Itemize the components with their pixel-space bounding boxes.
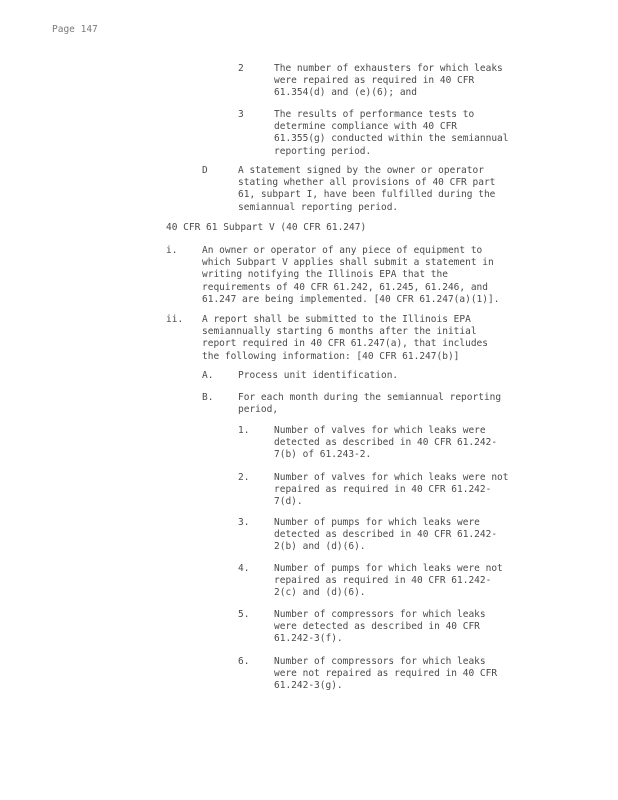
text-line: period, <box>238 404 279 416</box>
list-marker: 1. <box>238 425 250 436</box>
list-item <box>238 517 497 554</box>
text-line: Number of compressors for which leaks <box>274 656 486 667</box>
text-line: 61.354(d) and (e)(6); and <box>274 87 417 99</box>
text-line: 7(b) of 61.243-2. <box>274 449 372 461</box>
text-line: For each month during the semiannual reporting <box>238 392 502 403</box>
list-item <box>238 656 497 693</box>
text-line: stating whether all provisions of 40 CFR part <box>238 177 496 189</box>
text-line: Number of valves for which leaks were not <box>274 472 509 483</box>
list-item <box>238 63 503 100</box>
text-line: requirements of 40 CFR 61.242, 61.245, 61.246, and <box>202 281 488 293</box>
text-line: 61.247 are being implemented. [40 CFR 61.247(a)(1)]. <box>202 293 500 305</box>
list-marker: 3 <box>238 109 244 120</box>
list-item <box>238 425 497 462</box>
list-marker: 2. <box>238 472 250 483</box>
text-line: 2(b) and (d)(6). <box>274 541 366 553</box>
text-line: reporting period. <box>274 145 372 157</box>
text-line: Process unit identification. <box>238 370 399 381</box>
list-item <box>238 609 486 646</box>
text-line: were detected as described in 40 CFR <box>274 621 480 633</box>
text-line: Number of pumps for which leaks were not <box>274 563 503 574</box>
list-item <box>202 370 398 382</box>
text-line: were repaired as required in 40 CFR <box>274 75 475 87</box>
text-line: repaired as required in 40 CFR 61.242- <box>274 484 492 496</box>
text-line: which Subpart V applies shall submit a statement in <box>202 257 494 269</box>
list-item <box>166 245 499 306</box>
text-line: 61.355(g) conducted within the semiannual <box>274 133 509 145</box>
text-line: The number of exhausters for which leaks <box>274 63 503 74</box>
list-marker: 4. <box>238 563 250 574</box>
list-marker: i. <box>166 245 178 256</box>
list-marker: A. <box>202 370 214 381</box>
list-marker: ii. <box>166 314 184 325</box>
text-line: detected as described in 40 CFR 61.242- <box>274 529 498 541</box>
text-line: writing notifying the Illinois EPA that the <box>202 269 448 281</box>
text-line: A statement signed by the owner or operator <box>238 165 484 176</box>
text-line: the following information: [40 CFR 61.247(b)] <box>202 350 460 362</box>
text-line: 7(d). <box>274 496 303 508</box>
text-line: A report shall be submitted to the Illinois EPA <box>202 314 471 325</box>
text-line: detected as described in 40 CFR 61.242- <box>274 437 498 449</box>
text-line: An owner or operator of any piece of equipment to <box>202 245 483 256</box>
text-line: Number of compressors for which leaks <box>274 609 486 620</box>
list-item <box>166 314 488 363</box>
list-item <box>238 563 503 600</box>
list-marker: D <box>202 165 208 176</box>
page-number: Page 147 <box>52 24 98 35</box>
text-line: 61.242-3(g). <box>274 680 343 692</box>
list-marker: 3. <box>238 517 250 528</box>
text-line: Number of pumps for which leaks were <box>274 517 480 528</box>
text-line: were not repaired as required in 40 CFR <box>274 668 498 680</box>
text-line: 61.242-3(f). <box>274 633 343 645</box>
text-line: 61, subpart I, have been fulfilled during the <box>238 189 496 201</box>
list-item <box>238 109 509 158</box>
list-item <box>238 472 509 509</box>
text-line: semiannual reporting period. <box>238 201 399 213</box>
list-item <box>202 165 495 214</box>
list-marker: 2 <box>238 63 244 74</box>
text-line: determine compliance with 40 CFR <box>274 121 458 133</box>
list-item <box>202 392 501 416</box>
text-line: semiannually starting 6 months after the initial <box>202 326 477 338</box>
text-line: repaired as required in 40 CFR 61.242- <box>274 575 492 587</box>
text-line: 2(c) and (d)(6). <box>274 587 366 599</box>
text-line: report required in 40 CFR 61.247(a), that includes <box>202 338 488 350</box>
text-line: The results of performance tests to <box>274 109 475 120</box>
section-heading: 40 CFR 61 Subpart V (40 CFR 61.247) <box>166 222 367 233</box>
text-line: Number of valves for which leaks were <box>274 425 486 436</box>
list-marker: 5. <box>238 609 250 620</box>
list-marker: B. <box>202 392 214 403</box>
list-marker: 6. <box>238 656 250 667</box>
